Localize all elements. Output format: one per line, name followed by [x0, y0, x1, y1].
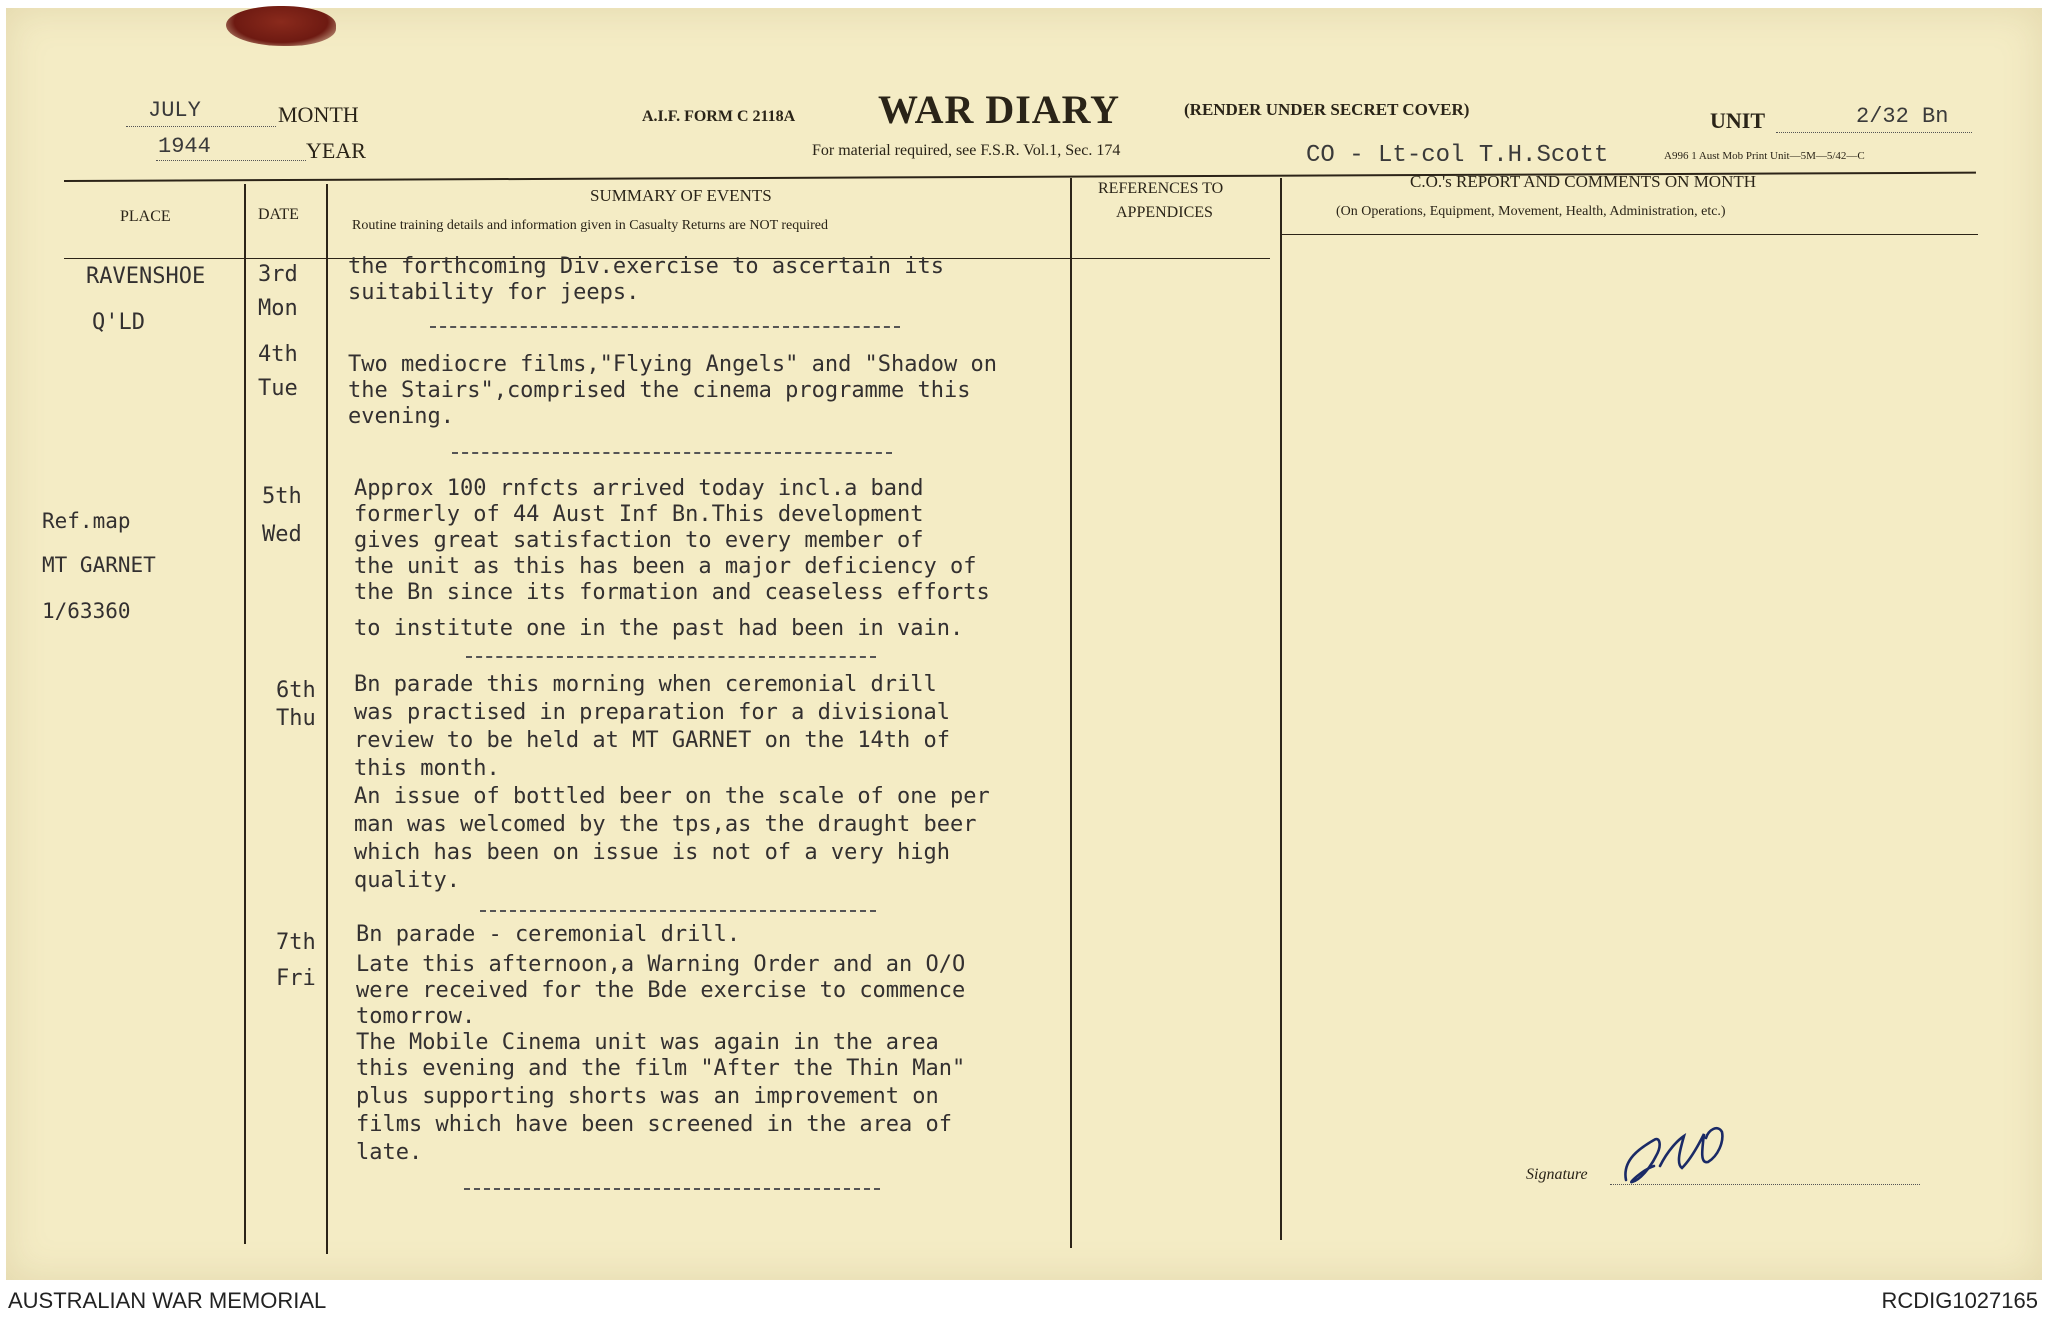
entry-day: 7th — [276, 930, 316, 955]
entry-line: the forthcoming Div.exercise to ascertain its — [348, 254, 945, 279]
entry-line: evening. — [348, 404, 454, 429]
unit-value: 2/32 Bn — [1856, 104, 1949, 129]
footer-record-id: RCDIG1027165 — [1881, 1288, 2038, 1313]
year-value: 1944 — [158, 134, 211, 159]
entry-separator — [430, 326, 900, 328]
form-number: A.I.F. FORM C 2118A — [642, 108, 796, 125]
month-dotline — [126, 126, 276, 127]
column-heading-report: C.O.'s REPORT AND COMMENTS ON MONTH — [1410, 172, 1757, 191]
entry-line: plus supporting shorts was an improvement on — [356, 1084, 939, 1109]
signature-label: Signature — [1526, 1166, 1588, 1183]
entry-line: the Bn since its formation and ceaseless efforts — [354, 580, 990, 605]
column-heading-place: PLACE — [120, 208, 171, 225]
entry-line: were received for the Bde exercise to commence — [356, 978, 966, 1003]
report-note: (On Operations, Equipment, Movement, Health, Administration, etc.) — [1336, 204, 1726, 219]
entry-line: to institute one in the past had been in vain. — [354, 616, 964, 641]
entry-separator — [466, 656, 876, 658]
entry-weekday: Wed — [262, 522, 302, 547]
entry-line: Late this afternoon,a Warning Order and an O/O — [356, 952, 966, 977]
entry-line: late. — [356, 1140, 423, 1165]
unit-label: UNIT — [1710, 108, 1766, 133]
entry-line: An issue of bottled beer on the scale of one per — [354, 784, 990, 809]
entry-line: the Stairs",comprised the cinema programme this — [348, 378, 971, 403]
column-heading-date: DATE — [258, 206, 299, 223]
summary-references-divider — [1070, 178, 1072, 1248]
summary-note: Routine training details and information given in Casualty Returns are NOT required — [352, 218, 829, 233]
refmap-name: MT GARNET — [42, 553, 156, 577]
entry-separator — [464, 1188, 880, 1190]
print-code: A996 1 Aust Mob Print Unit—5M—5/42—C — [1664, 150, 1865, 162]
date-summary-divider — [326, 184, 328, 1254]
place-date-divider — [244, 184, 246, 1244]
entry-line: the unit as this has been a major deficiency of — [354, 554, 977, 579]
entry-line: man was welcomed by the tps,as the draught beer — [354, 812, 977, 837]
entry-line: Two mediocre films,"Flying Angels" and "Shadow on — [348, 352, 998, 377]
entry-weekday: Thu — [276, 706, 316, 731]
entry-line: was practised in preparation for a divisional — [354, 700, 951, 725]
entry-day: 3rd — [258, 262, 298, 287]
signature-initials-handwritten — [1620, 1120, 1732, 1190]
entry-line: The Mobile Cinema unit was again in the area — [356, 1030, 939, 1055]
entry-day: 6th — [276, 678, 316, 703]
entry-weekday: Fri — [276, 966, 316, 991]
entry-line: review to be held at MT GARNET on the 14th of — [354, 728, 951, 753]
fsr-note: For material required, see F.S.R. Vol.1, Sec. 174 — [812, 142, 1121, 159]
column-heading-summary: SUMMARY OF EVENTS — [590, 186, 772, 205]
secret-note: (RENDER UNDER SECRET COVER) — [1184, 100, 1470, 119]
entry-line: tomorrow. — [356, 1004, 476, 1029]
place-ravenshoe: RAVENSHOE — [86, 264, 206, 289]
entry-separator — [452, 452, 892, 454]
place-qld: Q'LD — [92, 310, 145, 335]
entry-line: this evening and the film "After the Thin Man" — [356, 1056, 966, 1081]
refmap-label: Ref.map — [42, 509, 131, 533]
column-heading-references-1: REFERENCES TO — [1098, 180, 1224, 197]
entry-line: this month. — [354, 756, 500, 781]
entry-day: 4th — [258, 342, 298, 367]
entry-line: gives great satisfaction to every member of — [354, 528, 924, 553]
entry-weekday: Mon — [258, 296, 298, 321]
unit-dotline — [1776, 132, 1972, 133]
entry-line: which has been on issue is not of a very high — [354, 840, 951, 865]
entry-line: films which have been screened in the area of — [356, 1112, 953, 1137]
wax-seal-stain — [226, 6, 336, 46]
entry-line: Bn parade this morning when ceremonial drill — [354, 672, 937, 697]
entry-line: quality. — [354, 868, 460, 893]
page-title: WAR DIARY — [878, 87, 1121, 132]
month-value: JULY — [148, 98, 201, 123]
entry-line: Bn parade - ceremonial drill. — [356, 922, 741, 947]
header-bottom-rule-right — [1280, 234, 1978, 235]
refmap-scale: 1/63360 — [42, 599, 131, 623]
month-label: MONTH — [278, 102, 359, 127]
references-report-divider — [1280, 178, 1282, 1240]
entry-separator — [480, 910, 876, 912]
year-label: YEAR — [306, 138, 366, 163]
entry-line: Approx 100 rnfcts arrived today incl.a band — [354, 476, 924, 501]
entry-day: 5th — [262, 484, 302, 509]
year-dotline — [156, 160, 306, 161]
diary-sheet — [6, 8, 2042, 1280]
co-line: CO - Lt-col T.H.Scott — [1306, 142, 1609, 169]
column-heading-references-2: APPENDICES — [1116, 204, 1213, 221]
entry-weekday: Tue — [258, 376, 298, 401]
footer-archive-name: AUSTRALIAN WAR MEMORIAL — [8, 1288, 327, 1313]
entry-line: formerly of 44 Aust Inf Bn.This development — [354, 502, 924, 527]
entry-line: suitability for jeeps. — [348, 280, 640, 305]
